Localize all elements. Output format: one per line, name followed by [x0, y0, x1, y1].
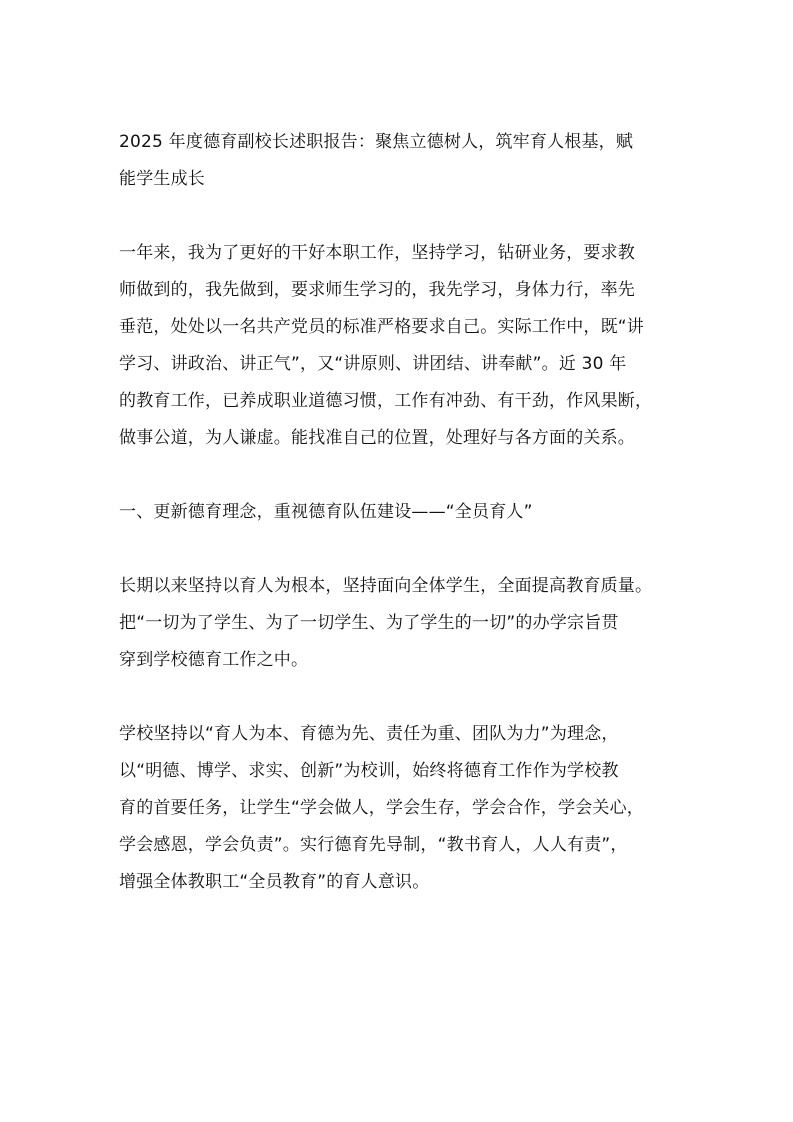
paragraph-line: 穿到学校德育工作之中。 — [119, 650, 309, 670]
paragraph-line: 育的首要任务，让学生“学会做人，学会生存，学会合作，学会关心， — [119, 798, 645, 818]
paragraph-line: 增强全体教职工“全员教育”的育人意识。 — [119, 872, 430, 892]
paragraph-school-philosophy — [119, 716, 685, 901]
paragraph-line: 做事公道，为人谦虚。能找准自己的位置，处理好与各方面的关系。 — [119, 428, 635, 448]
paragraph-line: 长期以来坚持以育人为根本，坚持面向全体学生，全面提高教育质量。 — [119, 576, 653, 596]
paragraph-education-quality — [119, 568, 685, 679]
section-heading — [119, 494, 685, 531]
paragraph-line: 一年来，我为了更好的干好本职工作，坚持学习，钻研业务，要求教 — [119, 243, 635, 263]
paragraph-intro — [119, 235, 685, 457]
paragraph-line: 学校坚持以“育人为本、育德为先、责任为重、团队为力”为理念， — [119, 724, 619, 744]
title-line: 2025 年度德育副校长述职报告：聚焦立德树人，筑牢育人根基，赋 — [119, 132, 634, 152]
paragraph-line: 学会感恩，学会负责”。实行德育先导制，“教书育人，人人有责”， — [119, 835, 628, 855]
heading-line: 一、更新德育理念，重视德育队伍建设——“全员育人” — [119, 502, 533, 522]
document-body — [119, 124, 685, 901]
paragraph-line: 师做到的，我先做到，要求师生学习的，我先学习，身体力行，率先 — [119, 280, 635, 300]
paragraph-line: 学习、讲政治、讲正气”，又“讲原则、讲团结、讲奉献”。近 30 年 — [119, 354, 627, 374]
title-line: 能学生成长 — [119, 169, 205, 189]
paragraph-line: 垂范，处处以一名共产党员的标准严格要求自己。实际工作中，既“讲 — [119, 317, 645, 337]
document-title — [119, 124, 685, 198]
paragraph-line: 的教育工作，已养成职业道德习惯，工作有冲劲、有干劲，作风果断， — [119, 391, 653, 411]
paragraph-line: 以“明德、博学、求实、创新”为校训，始终将德育工作作为学校教 — [119, 761, 619, 781]
paragraph-line: 把“一切为了学生、为了一切学生、为了学生的一切”的办学宗旨贯 — [119, 613, 619, 633]
